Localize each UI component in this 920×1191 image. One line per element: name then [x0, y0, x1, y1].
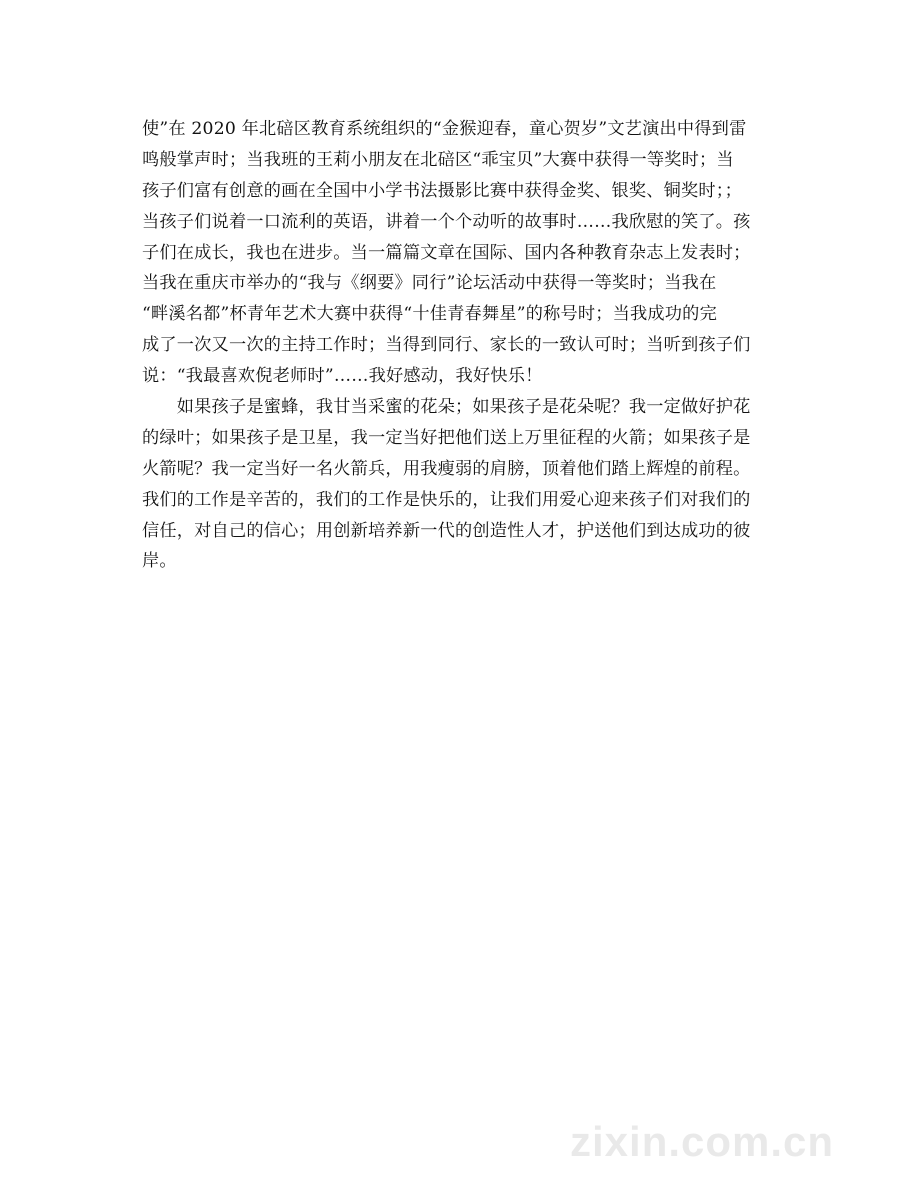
text-line: 信任，对自己的信心；用创新培养新一代的创造性人才，护送他们到达成功的彼: [142, 520, 751, 541]
text-line: 如果孩子是蜜蜂，我甘当采蜜的花朵；如果孩子是花朵呢？我一定做好护花: [142, 397, 751, 418]
text-line: 当我在重庆市举办的“我与《纲要》同行”论坛活动中获得一等奖时；当我在: [142, 273, 717, 294]
body-text: [142, 114, 782, 577]
text-line: 使”在 2020 年北碚区教育系统组织的“金猴迎春，童心贺岁”文艺演出中得到雷: [142, 119, 747, 139]
text-line: 岸。: [142, 551, 177, 572]
text-line: 子们在成长，我也在进步。当一篇篇文章在国际、国内各种教育杂志上发表时；: [142, 242, 751, 263]
text-line: 当孩子们说着一口流利的英语，讲着一个个动听的故事时……我欣慰的笑了。孩: [142, 211, 751, 232]
text-line: 火箭呢？我一定当好一名火箭兵，用我瘦弱的肩膀，顶着他们踏上辉煌的前程。: [142, 458, 751, 479]
text-line: 说：“我最喜欢倪老师时”……我好感动，我好快乐！: [142, 366, 543, 387]
text-line: 我们的工作是辛苦的，我们的工作是快乐的，让我们用爱心迎来孩子们对我们的: [142, 489, 751, 510]
watermark-logo: zixin.com.cn: [570, 1118, 835, 1165]
text-line: 孩子们富有创意的画在全国中小学书法摄影比赛中获得金奖、银奖、铜奖时；；: [142, 180, 742, 201]
text-line: 鸣般掌声时；当我班的王莉小朋友在北碚区“乖宝贝”大赛中获得一等奖时；当: [142, 149, 734, 170]
text-line: “畔溪名都”杯青年艺术大赛中获得“十佳青春舞星”的称号时；当我成功的完: [142, 304, 717, 325]
text-line: 的绿叶；如果孩子是卫星，我一定当好把他们送上万里征程的火箭；如果孩子是: [142, 427, 751, 448]
text-line: 成了一次又一次的主持工作时；当得到同行、家长的一致认可时；当听到孩子们: [142, 335, 751, 356]
